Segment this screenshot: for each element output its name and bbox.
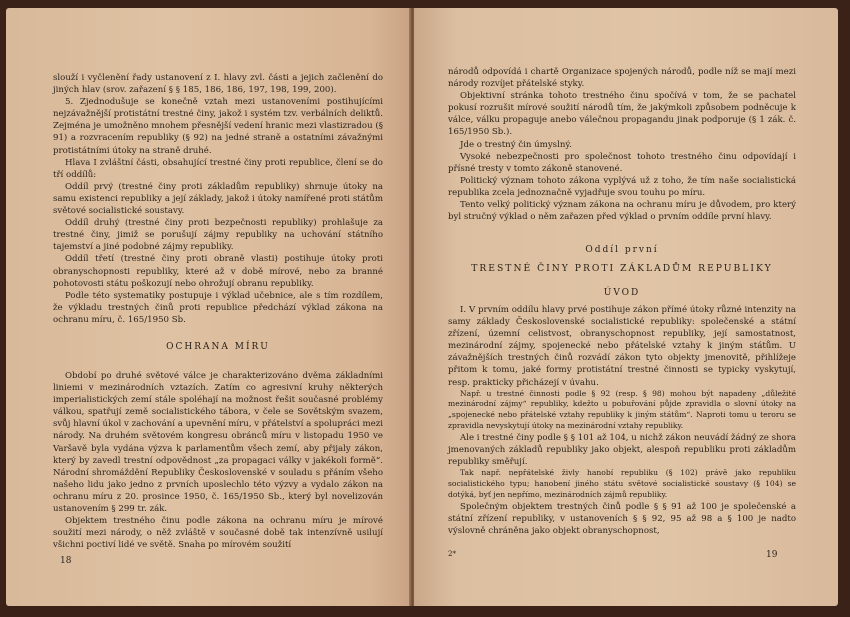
small-paragraph: Tak např. nepřátelské živly hanobí republiku (§ 102) právě jako republiku socialistického typu; hanobení jiného státu světové socialistické soustavy (§ 104) se dotýká, byť jen nepřímo, mezinárodních zájmů republiky. — [448, 468, 796, 499]
paragraph: Objektivní stránka tohoto trestného činu spočívá v tom, že se pachatel pokusí rozrušit mírové soužití národů tím, že jakýmkoli způsobem podněcuje k válce, válku propaguje anebo válečnou propagandu jinak podporuje (§ 1 zák. č. 165/1950 Sb.). — [448, 91, 796, 138]
signature-mark: 2* — [448, 550, 456, 558]
paragraph: Ale i trestné činy podle § § 101 až 104, u nichž zákon neuvádí žádný ze shora jmenovaných základů republiky jako objekt, alespoň republiku proti základům republiky směřují. — [448, 432, 796, 468]
paragraph: Jde o trestný čin úmyslný. — [460, 139, 572, 150]
paragraph: Společným objektem trestných činů podle § § 91 až 100 je společenské a státní zřízení republiky, v ustanoveních § § 92, 95 až 98 a § 100 je nadto výslovně chráněna jako objekt obranyschopnost, — [448, 501, 796, 536]
page-number: 18 — [60, 556, 72, 566]
paragraph: Objektem trestného činu podle zákona na ochranu míru je mírové soužití mezi národy, o něž zvláště v současné době tak intenzívně usilují všichni poctiví lidé ve světě. Snaha po mírovém soužití — [53, 516, 383, 551]
left-page-body — [53, 370, 383, 551]
paragraph: Podle této systematiky postupuje i výklad učebnice, ale s tím rozdílem, že výkladu trestných činů proti republice předchází výklad zákona na ochranu míru, č. 165/1950 Sb. — [53, 290, 383, 325]
left-page-text — [53, 72, 383, 326]
paragraph: Vysoké nebezpečnosti pro společnost tohoto trestného činu odpovídají i přísné tresty v tomto zákoně stanovené. — [448, 151, 796, 174]
paragraph: I. V prvním oddílu hlavy prvé postihuje zákon přímé útoky různé intenzity na samy základy Československé socialistické republiky: společenské a státní zřízení, územní celistvost, obranyschopnost republiky, její samostatnost, mezinárodní zájmy, spojenecké nebo přátelské vztahy k jiným státům. U závažnějších trestných činů rozvádí zákon tyto objekty jmenovitě, přihlížeje přitom k tomu, jaké formy protistátní trestné činnosti se typicky vyskytují, resp. prakticky přicházejí v úvahu. — [448, 305, 796, 388]
right-page-text — [448, 66, 796, 223]
paragraph: Oddíl prvý (trestné činy proti základům republiky) shrnuje útoky na samu existenci republiky a její základy, jakož i útoky namířené proti státům světové socialistické soustavy. — [53, 181, 383, 217]
paragraph: slouží i vyčlenění řady ustanovení z I. hlavy zvl. části a jejich začlenění do jiných hlav (srov. zařazení § § 185, 186, 186, 197, 198, 199, 200). — [53, 73, 383, 96]
paragraph: Hlava I zvláštní části, obsahující trestné činy proti republice, člení se do tří oddílů: — [53, 157, 383, 180]
section-heading: OCHRANA MÍRU — [166, 342, 270, 352]
paragraph: Politický význam tohoto zákona vyplývá už z toho, že tím naše socialistická republika zcela jednoznačně vyjadřuje svou touhu po míru. — [448, 175, 796, 198]
paragraph: Tento velký politický význam zákona na ochranu míru je důvodem, pro který byl stručný výklad o něm zařazen před výklad o prvním oddíle první hlavy. — [448, 200, 796, 223]
right-page — [414, 8, 838, 606]
right-page-body — [448, 304, 796, 537]
chapter-title: TRESTNÉ ČINY PROTI ZÁKLADŮM REPUBLIKY — [471, 263, 773, 274]
section-label: Oddíl první — [585, 245, 659, 255]
subtitle: ÚVOD — [603, 288, 641, 298]
small-paragraph: Např. u trestné činnosti podle § 92 (resp. § 98) mohou být napadeny „důležité mezinárodní zájmy“ republiky, kdežto u pobuřování půjde zpravidla o slovní útoky na „spojenecké nebo přátelské vztahy republiky k jiným státům“. Naproti tomu u teroru se zpravidla nevyskytují útoky na mezinárodní vztahy republiky. — [448, 388, 796, 431]
page-number: 19 — [766, 550, 778, 560]
paragraph: Oddíl třetí (trestné činy proti obraně vlasti) postihuje útoky proti obranyschopnosti republiky, které až v době mírové, nebo za branné pohotovosti státu poškozují nebo ohrožují obranu republiky. — [53, 254, 383, 289]
paragraph: národů odpovídá i chartě Organizace spojených národů, podle níž se mají mezi národy rozvíjet přátelské styky. — [448, 67, 796, 90]
paragraph: Oddíl druhý (trestné činy proti bezpečnosti republiky) prohlašuje za trestné činy, jimiž se porušují zájmy republiky na uchování státního tajemství a jiné podobné zájmy republiky. — [53, 218, 383, 253]
paragraph: Období po druhé světové válce je charakterizováno dvěma základními liniemi v mezinárodních vztazích. Zatím co agresivní kruhy některých imperialistických zemí stále spoléhají na možnost řešit současné problémy válkou, spatřují země socialistického tábora, v čele se Sovětským svazem, svůj hlavní úkol v zachování a upevnění míru, v přátelství a spolupráci mezi národy. Na druhém světovém kongresu obránců míru v listopadu 1950 ve Varšavě byla vydána výzva k parlamentům všech zemí, aby přijaly zákon, který by zavedl trestní odpovědnost „za propagaci války v jakékoli formě“. Národní shromáždění Republiky Československé v souladu s přáním všeho našeho lidu jako jedno z prvních uposlechlo této výzvy a vydalo zákon na ochranu míru z 20. prosince 1950, č. 165/1950 Sb., který byl novelizován ustanovením § 299 tr. zák. — [53, 371, 383, 515]
paragraph: 5. Zjednodušuje se konečně vztah mezi ustanoveními postihujícími nejzávažnější protistátní trestné činy, jakož i systém tzv. verbálních deliktů. Zejména je umožněno mnohem přesnější vedení hranic mezi vlastizradou (§ 91) a rozvracením republiky (§ 92) na jedné straně a ostatními závažnými protistátními útoky na straně druhé. — [53, 97, 383, 156]
left-page — [6, 8, 411, 606]
